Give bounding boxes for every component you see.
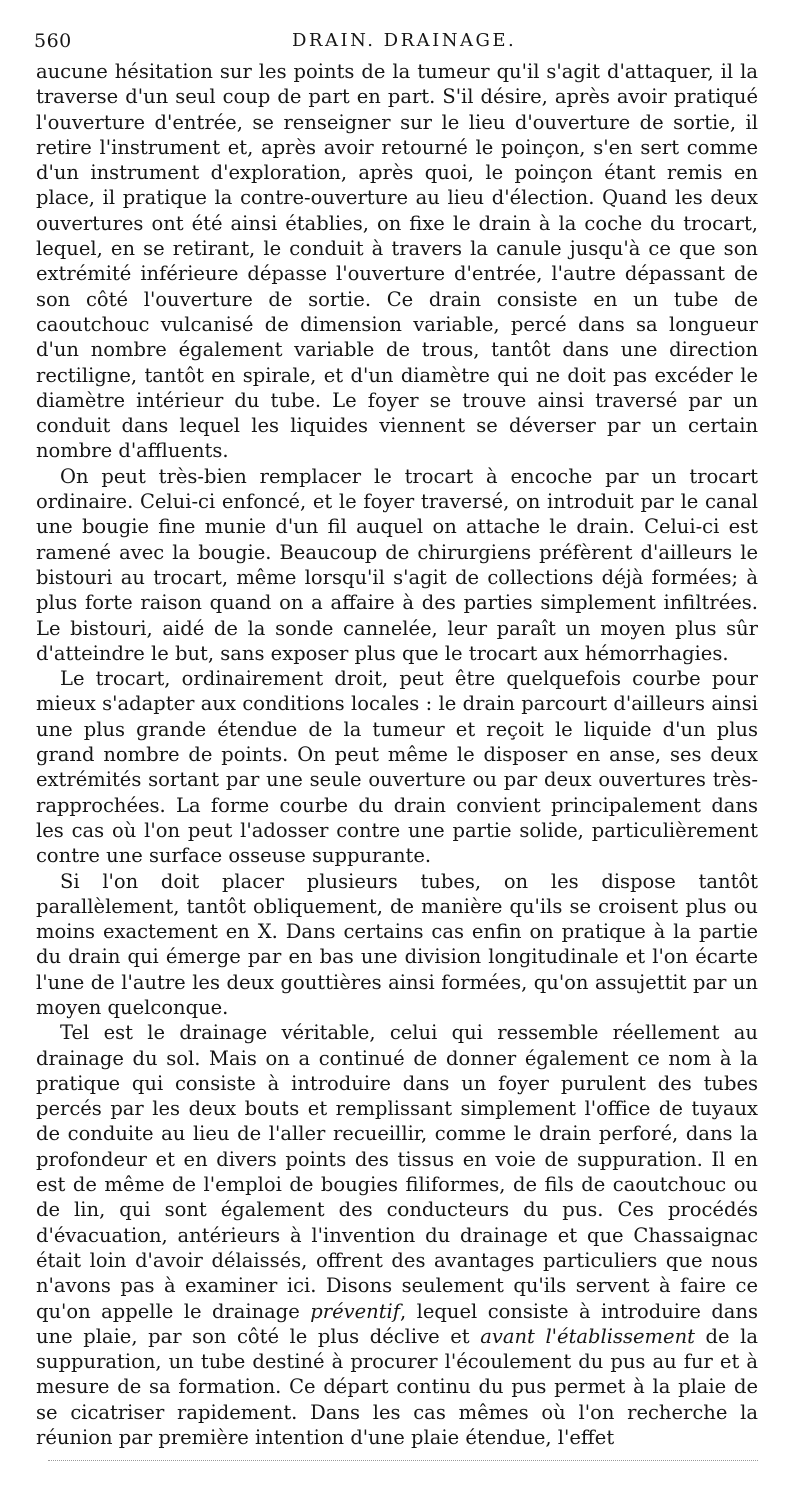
footer-rule <box>48 1460 758 1461</box>
paragraph-5-text-b: , lequel consiste à introduire dans une plaie, par son côté le plus déclive et <box>36 1299 758 1348</box>
paragraph-3: Le trocart, ordinairement droit, peut être quelquefois courbe pour mieux s'adapter aux conditions locales : le drain parcourt d'ailleurs ainsi une plus grande étendue de la tumeur et reçoit le liquide d'un plus grand nombre de points. On peut même le disposer en anse, ses deux extrémités sortant par une seule ouverture ou par deux ouvertures très-rapprochées. La forme courbe du drain convient principalement dans les cas où l'on peut l'adosser contre une partie solide, particulièrement contre une surface osseuse suppurante. <box>36 667 758 868</box>
paragraph-5-text-c: de la suppuration, un tube destiné à procurer l'écoulement du pus au fur et à mesure de sa formation. Ce départ continu du pus permet à la plaie de se cicatriser rapidement. Dans les cas mêmes où l'on recherche la réunion par première intention d'une plaie étendue, l'effet <box>36 1324 758 1450</box>
italic-phrase-avant: avant l'établissement <box>480 1324 695 1348</box>
paragraph-5 <box>36 1020 758 1450</box>
page-number: 560 <box>34 30 72 52</box>
body-text <box>36 59 758 1450</box>
italic-term-preventif: préventif <box>310 1299 401 1323</box>
page-header <box>34 30 774 60</box>
paragraph-5-text-a: Tel est le drainage véritable, celui qui ressemble réellement au drainage du sol. Mais on a continué de donner également ce nom à la pratique qui consiste à introduire dans un foyer purulent des tubes percés par les deux bouts et remplissant simplement l'office de tuyaux de conduite au lieu de l'aller recueillir, comme le drain perforé, dans la profondeur et en divers points des tissus en voie de suppuration. Il en est de même de l'emploi de bougies filiformes, de fils de caoutchouc ou de lin, qui sont également des conducteurs du pus. Ces procédés d'évacuation, antérieurs à l'invention du drainage et que Chassaignac était loin d'avoir délaissés, offrent des avantages particuliers que nous n'avons pas à examiner ici. Disons seulement qu'ils servent à faire ce qu'on appelle le drainage <box>36 1021 758 1323</box>
running-head: DRAIN. DRAINAGE. <box>292 30 517 51</box>
paragraph-4: Si l'on doit placer plusieurs tubes, on les dispose tantôt parallèlement, tantôt obliquement, de manière qu'ils se croisent plus ou moins exactement en X. Dans certains cas enfin on pratique à la partie du drain qui émerge par en bas une division longitudinale et l'on écarte l'une de l'autre les deux gouttières ainsi formées, qu'on assujettit par un moyen quelconque. <box>36 869 758 1019</box>
paragraph-2: On peut très-bien remplacer le trocart à encoche par un trocart ordinaire. Celui-ci enfoncé, et le foyer traversé, on introduit par le canal une bougie fine munie d'un fil auquel on attache le drain. Celui-ci est ramené avec la bougie. Beaucoup de chirurgiens préfèrent d'ailleurs le bistouri au trocart, même lorsqu'il s'agit de collections déjà formées; à plus forte raison quand on a affaire à des parties simplement infiltrées. Le bistouri, aidé de la sonde cannelée, leur paraît un moyen plus sûr d'atteindre le but, sans exposer plus que le trocart aux hémorrhagies. <box>36 464 758 665</box>
paragraph-1: aucune hésitation sur les points de la tumeur qu'il s'agit d'attaquer, il la traverse d'un seul coup de part en part. S'il désire, après avoir pratiqué l'ouverture d'entrée, se renseigner sur le lieu d'ouverture de sortie, il retire l'instrument et, après avoir retourné le poinçon, s'en sert comme d'un instrument d'exploration, après quoi, le poinçon étant remis en place, il pratique la contre-ouverture au lieu d'élection. Quand les deux ouvertures ont été ainsi établies, on fixe le drain à la coche du trocart, lequel, en se retirant, le conduit à travers la canule jusqu'à ce que son extrémité inférieure dépasse l'ouverture d'entrée, l'autre dépassant de son côté l'ouverture de sortie. Ce drain consiste en un tube de caoutchouc vulcanisé de dimension variable, percé dans sa longueur d'un nombre également variable de trous, tantôt dans une direction rectiligne, tantôt en spirale, et d'un diamètre qui ne doit pas excéder le diamètre intérieur du tube. Le foyer se trouve ainsi traversé par un conduit dans lequel les liquides viennent se déverser par un certain nombre d'affluents. <box>36 60 758 463</box>
